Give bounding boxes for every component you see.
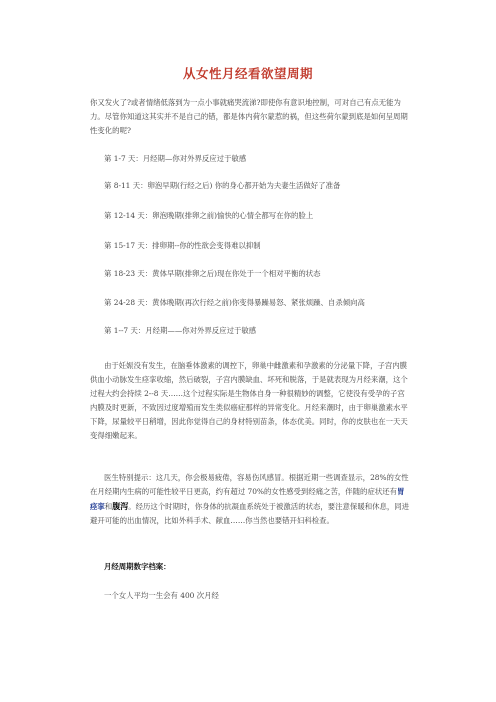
paragraph-2-and: 和 — [104, 502, 113, 511]
highlight-term-1: 胃痉挛 — [90, 487, 405, 511]
day-line-3: 第 12-14 天：卵泡晚期(排卵之前)愉快的心情全都写在你的脸上 — [104, 211, 314, 220]
body-paragraph-1: 由于妊娠没有发生，在脑垂体激素的调控下，卵巢中雌激素和孕激素的分泌量下降，子宫内膜供血小动脉发生痉挛收缩，然后破裂，子宫内膜缺血、坏死和脱落，于是就表现为月经来潮，这个过程大约会持续 2--8 天……这个过程实际是生物体自身一种很精妙的调整，它使没有受孕的子宫内膜及时更新，不致因过度增殖而发生类似癌症那样的异常变化。月经来潮时，由于卵巢激素水平下降，尿量较平日稍增，因此你觉得自己的身材特别苗条，体态优美。同时，你的皮肤也在一天天变得细嫩起来。 — [90, 361, 408, 440]
section-heading: 月经周期数字档案： — [104, 562, 171, 571]
body-paragraph-2 — [90, 471, 411, 528]
day-line-4: 第 15-17 天：排卵期--你的性欲会变得难以抑制 — [104, 241, 261, 250]
day-line-5: 第 18-23 天：黄体早期(排卵之后)现在你处于一个相对平衡的状态 — [104, 269, 321, 278]
paragraph-2-text-before: 医生特别提示：这几天，你会极易疲倦，容易伤风感冒。根据近期一些调查显示，28%的女性在月经期内生病的可能性较平日更高，约有超过 70%的女性感受到经痛之苦，伴随的症状还有 — [90, 473, 409, 496]
day-line-7: 第 1--7 天：月经期——你对外界反应过于敏感 — [104, 326, 257, 335]
highlight-term-2: 腹泻 — [112, 501, 129, 511]
page-title: 从女性月经看欲望周期 — [182, 66, 313, 81]
day-line-2: 第 8-11 天：卵泡早期(行经之后) 你的身心都开始为夫妻生活做好了准备 — [104, 181, 341, 190]
paragraph-2-text-after: 。经历这个时期时，你身体的抗凝血系统处于被激活的状态，要注意保暖和休息，同进避开可能的出血情况，比如外科手术、献血……你当然也要错开妇科检查。 — [90, 502, 410, 525]
intro-paragraph: 你又发火了?或者情绪低落到为一点小事就痛哭流涕?即使你有意识地控制，可对自己有点无能为力。尽管你知道这其实并不是自己的错，都是体内荷尔蒙惹的祸，但这些荷尔蒙到底是如何呈周期性变化的呢? — [90, 98, 408, 135]
stat-line: 一个女人平均一生会有 400 次月经 — [104, 591, 219, 600]
day-line-6: 第 24-28 天：黄体晚期(再次行经之前)你变得暴躁易怒、紧张烦躁、自杀倾向高 — [104, 298, 365, 307]
day-line-1: 第 1-7 天：月经期—你对外界反应过于敏感 — [104, 154, 247, 163]
